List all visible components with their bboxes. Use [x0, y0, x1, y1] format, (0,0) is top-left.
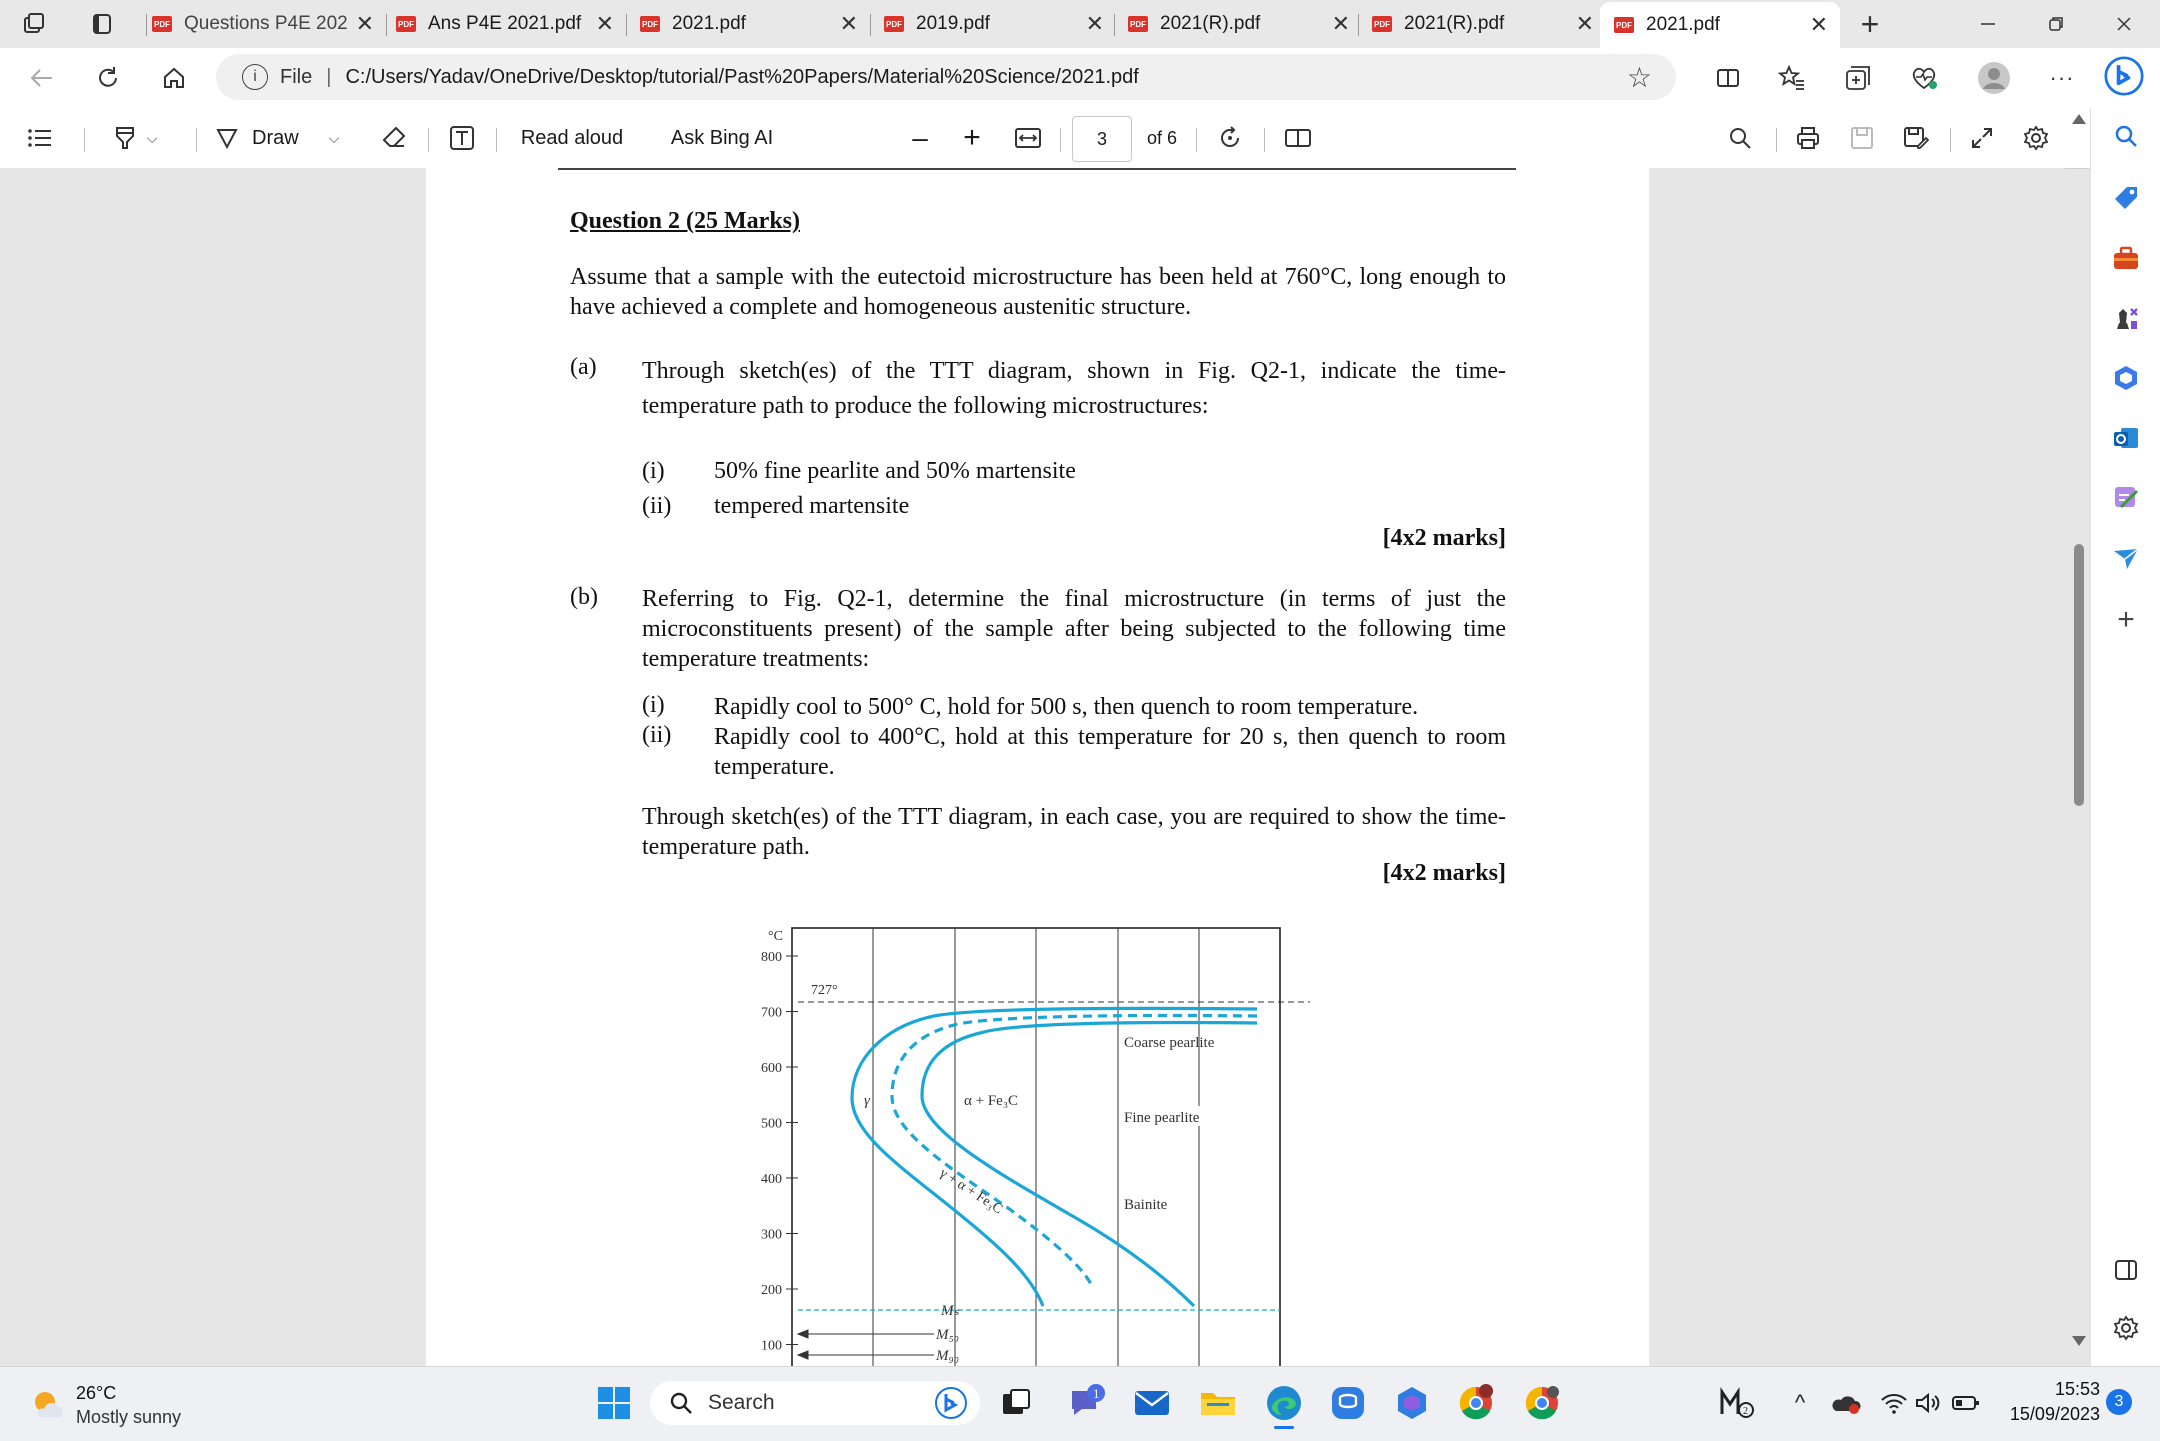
more-menu-icon[interactable]: ··· — [2049, 65, 2075, 90]
close-tab-icon[interactable]: ✕ — [1809, 12, 1828, 37]
intro-paragraph: Assume that a sample with the eutectoid microstructure has been held at 760°C, long enough to have achieved a complete and homogeneous austenitic structure. — [570, 264, 1506, 320]
tab-label: 2021.pdf — [1646, 14, 1720, 35]
coarse-pearlite-label: Coarse pearlite — [1124, 1035, 1215, 1051]
back-icon[interactable] — [22, 58, 62, 98]
y-tick-label: 600 — [761, 1061, 782, 1076]
search-icon — [668, 1390, 694, 1416]
restore-icon[interactable] — [2036, 4, 2076, 44]
tab-label: Questions P4E 202 — [184, 13, 348, 34]
part-a-item-num: (ii) — [642, 493, 672, 519]
clock-time: 15:53 — [2054, 1379, 2100, 1399]
mail-icon[interactable] — [1130, 1381, 1174, 1425]
ask-bing-ai-label: Ask Bing AI — [670, 126, 774, 149]
martensite-arrows — [798, 1330, 934, 1359]
question-heading: Question 2 (25 Marks) — [570, 208, 800, 234]
save-icon[interactable] — [1842, 118, 1882, 158]
y-tick-label: 400 — [761, 1172, 782, 1187]
teams-badge: 1 — [1093, 1386, 1100, 1401]
print-icon[interactable] — [1788, 118, 1828, 158]
taskbar-search[interactable] — [650, 1381, 980, 1425]
tab-2021r[interactable] — [1128, 4, 1350, 44]
scroll-thumb[interactable] — [2074, 544, 2084, 806]
clock[interactable] — [1990, 1379, 2100, 1429]
file-explorer-icon[interactable] — [1196, 1381, 1240, 1425]
y-tick-label: 300 — [761, 1227, 782, 1243]
battery-icon[interactable] — [1944, 1381, 1988, 1425]
copilot-icon[interactable] — [1390, 1381, 1434, 1425]
zoom-in-icon[interactable]: + — [963, 121, 981, 154]
url-text[interactable]: C:/Users/Yadav/OneDrive/Desktop/tutorial/Past%20Papers/Material%20Science/2021.pdf — [345, 65, 1139, 88]
bing-icon — [934, 1386, 968, 1420]
search-icon[interactable] — [1720, 118, 1760, 158]
part-a-item-text: 50% fine pearlite and 50% martensite — [714, 458, 1076, 484]
collections-icon[interactable] — [1838, 58, 1878, 98]
tab-2019[interactable] — [884, 4, 1104, 44]
part-b-item-num: (ii) — [642, 722, 672, 748]
notification-count: 3 — [2114, 1393, 2124, 1410]
search-placeholder: Search — [708, 1391, 775, 1414]
pdf-icon: PDF — [1372, 16, 1392, 32]
rotate-icon[interactable] — [1210, 118, 1250, 158]
alpha-fe3c-label: α + Fe₃C — [964, 1093, 1019, 1109]
draw-label: Draw — [252, 126, 299, 149]
notification-badge[interactable] — [2106, 1389, 2132, 1415]
bing-copilot-icon[interactable] — [2104, 56, 2144, 96]
page-number-input[interactable] — [1072, 116, 1132, 162]
fullscreen-icon[interactable] — [1962, 118, 2002, 158]
read-aloud-button[interactable] — [512, 118, 632, 158]
tab-label: 2021(R).pdf — [1160, 13, 1261, 34]
pdf-icon: PDF — [1128, 16, 1148, 32]
messaging-app-icon[interactable] — [1326, 1381, 1370, 1425]
y-tick-label: 100 — [761, 1338, 782, 1354]
close-tab-icon[interactable]: ✕ — [355, 11, 374, 36]
page-view-icon[interactable] — [1278, 118, 1318, 158]
add-sidebar-app-icon[interactable]: + — [2117, 603, 2135, 636]
browser-essentials-icon[interactable] — [1904, 58, 1944, 98]
microsoft-365-icon[interactable] — [2110, 362, 2142, 394]
y-unit-label: °C — [768, 929, 783, 944]
windows-logo-icon — [596, 1385, 632, 1421]
close-tab-icon[interactable]: ✕ — [839, 11, 858, 36]
y-tick-label: 500 — [761, 1116, 782, 1132]
eraser-icon[interactable] — [372, 118, 416, 158]
transition-label: γ + α + Fe₃C — [936, 1165, 1005, 1218]
part-b-marks: [4x2 marks] — [1382, 860, 1506, 886]
tab-label: Ans P4E 2021.pdf — [428, 13, 582, 34]
tab-bar — [0, 0, 2160, 48]
zoom-out-icon[interactable]: – — [912, 122, 928, 153]
start-button[interactable] — [592, 1381, 636, 1425]
address-toolbar — [0, 48, 2160, 108]
sidebar-settings-icon[interactable] — [2110, 1312, 2142, 1344]
part-a-label: (a) — [570, 354, 597, 380]
pdf-icon: PDF — [1614, 17, 1634, 33]
search-icon[interactable] — [2110, 120, 2142, 152]
address-bar[interactable]: i File | C:/Users/Yadav/OneDrive/Desktop/tutorial/Past%20Papers/Material%20Science/2021.pdf ☆ — [216, 54, 1676, 100]
page-current: 3 — [1096, 128, 1107, 149]
pdf-page — [426, 168, 1649, 1366]
vertical-scrollbar[interactable] — [2068, 108, 2090, 1366]
weather-temp: 26°C — [76, 1383, 117, 1403]
scroll-up-icon[interactable] — [2072, 114, 2086, 124]
ttt-curves — [852, 1008, 1257, 1306]
part-a-item-text: tempered martensite — [714, 493, 910, 519]
fifty-percent-curve — [892, 1015, 1257, 1286]
close-tab-icon[interactable]: ✕ — [1331, 11, 1350, 36]
chrome-profile-icon[interactable] — [1454, 1381, 1498, 1425]
save-as-icon[interactable] — [1896, 118, 1936, 158]
chrome-icon[interactable] — [1520, 1381, 1564, 1425]
favorites-icon[interactable] — [1772, 58, 1812, 98]
ms-label: Mₛ — [941, 1303, 960, 1319]
highlight-tool[interactable] — [98, 118, 170, 158]
m50-label: M₅₀ — [936, 1327, 959, 1343]
close-window-icon[interactable] — [2104, 4, 2144, 44]
outlook-icon[interactable] — [2110, 422, 2142, 454]
gamma-label: γ — [864, 1093, 870, 1109]
pdf-icon: PDF — [396, 16, 416, 32]
tab-questions-p4e[interactable] — [152, 4, 374, 44]
refresh-icon[interactable] — [88, 58, 128, 98]
m90-label: M₉₀ — [936, 1348, 959, 1364]
tab-2021r-second[interactable] — [1372, 4, 1594, 44]
profile-avatar[interactable] — [1974, 58, 2014, 98]
start-curve — [852, 1008, 1257, 1306]
pdf-viewer[interactable] — [0, 168, 2065, 1366]
part-b-item-num: (i) — [642, 692, 665, 718]
task-view-icon[interactable] — [994, 1381, 1038, 1425]
ask-bing-ai-button[interactable] — [660, 118, 784, 158]
draw-tool[interactable] — [214, 118, 354, 158]
part-b-followup: Through sketch(es) of the TTT diagram, in each case, you are required to show the time-temperature path. — [642, 804, 1506, 860]
eutectoid-label: 727° — [811, 983, 838, 998]
tab-label: 2021.pdf — [672, 13, 746, 34]
part-a-item-num: (i) — [642, 458, 665, 484]
draw-pen-icon — [214, 125, 240, 151]
clock-date: 15/09/2023 — [2009, 1404, 2100, 1424]
ttt-diagram — [726, 918, 1366, 1366]
add-text-icon[interactable] — [440, 118, 484, 158]
weather-widget[interactable] — [30, 1379, 230, 1429]
windows-taskbar — [0, 1366, 2160, 1441]
games-icon[interactable] — [2110, 302, 2142, 334]
chevron-down-icon[interactable]: ⌵ — [328, 129, 340, 146]
shopping-tag-icon[interactable] — [2110, 182, 2142, 214]
part-b-item-text: Rapidly cool to 500° C, hold for 500 s, then quench to room temperature. — [714, 694, 1419, 720]
new-tab-icon[interactable]: + — [1860, 5, 1880, 42]
page-total — [1140, 118, 1184, 158]
show-hidden-icons-icon[interactable]: ^ — [1794, 1390, 1806, 1415]
fine-pearlite-label: Fine pearlite — [1124, 1110, 1200, 1126]
edge-browser-icon[interactable] — [1262, 1381, 1306, 1425]
workspaces-icon[interactable] — [14, 4, 54, 44]
tab-ans-p4e[interactable] — [396, 4, 614, 44]
partly-sunny-icon — [30, 1387, 66, 1423]
pdf-icon: PDF — [640, 16, 660, 32]
part-a-text: Through sketch(es) of the TTT diagram, shown in Fig. Q2-1, indicate the time-temperature path to produce the following microstructures: — [642, 358, 1506, 419]
close-tab-icon[interactable]: ✕ — [1575, 11, 1594, 36]
read-aloud-label: Read aloud — [520, 126, 624, 149]
pdf-icon: PDF — [152, 16, 172, 32]
fit-to-width-icon[interactable] — [1008, 118, 1048, 158]
favorite-star-icon[interactable]: ☆ — [1626, 61, 1652, 93]
part-b-item-text: Rapidly cool to 400°C, hold at this temperature for 20 s, then quench to room temperature. — [714, 724, 1506, 780]
teams-chat-icon[interactable] — [1064, 1381, 1108, 1425]
sidebar-toggle-icon[interactable] — [2110, 1254, 2142, 1286]
tab-2021-active[interactable] — [1600, 2, 1840, 48]
page-top-rule — [558, 168, 1516, 170]
part-a-marks: [4x2 marks] — [1382, 525, 1506, 551]
onedrive-icon[interactable] — [1824, 1381, 1868, 1425]
tools-icon[interactable] — [2110, 242, 2142, 274]
weather-desc: Mostly sunny — [76, 1407, 182, 1427]
part-b-text: Referring to Fig. Q2-1, determine the final microstructure (in terms of just the microconstituents present) of the sample after being subjected to the following time temperature treatments: — [642, 586, 1506, 672]
y-tick-label: 200 — [761, 1283, 782, 1298]
edge-sidebar — [2090, 108, 2160, 1366]
drop-icon[interactable] — [2110, 482, 2142, 514]
scroll-down-icon[interactable] — [2072, 1336, 2086, 1346]
contents-icon[interactable] — [20, 118, 60, 158]
close-tab-icon[interactable]: ✕ — [1085, 11, 1104, 36]
part-b-label: (b) — [570, 584, 598, 610]
minimize-icon[interactable] — [1968, 4, 2008, 44]
pdf-toolbar — [0, 108, 2160, 169]
tab-2021[interactable] — [640, 4, 858, 44]
tab-label: 2019.pdf — [916, 13, 990, 34]
y-tick-label: 800 — [761, 950, 782, 965]
info-icon[interactable]: i — [242, 64, 268, 90]
close-tab-icon[interactable]: ✕ — [595, 11, 614, 36]
finish-curve — [922, 1022, 1257, 1306]
settings-icon[interactable] — [2016, 118, 2056, 158]
bainite-label: Bainite — [1124, 1197, 1168, 1213]
tab-actions-icon[interactable] — [82, 4, 122, 44]
svg-text:2: 2 — [1743, 1406, 1748, 1417]
y-tick-label: 700 — [761, 1005, 782, 1021]
home-icon[interactable] — [154, 58, 194, 98]
split-screen-icon[interactable] — [1708, 58, 1748, 98]
chevron-down-icon[interactable]: ⌵ — [146, 129, 158, 146]
tab-label: 2021(R).pdf — [1404, 13, 1505, 34]
send-icon[interactable] — [2110, 542, 2142, 574]
pdf-icon: PDF — [884, 16, 904, 32]
file-label: File — [280, 65, 313, 88]
page-total-label: of 6 — [1146, 127, 1178, 148]
matlab-tray-icon[interactable] — [1716, 1381, 1760, 1425]
